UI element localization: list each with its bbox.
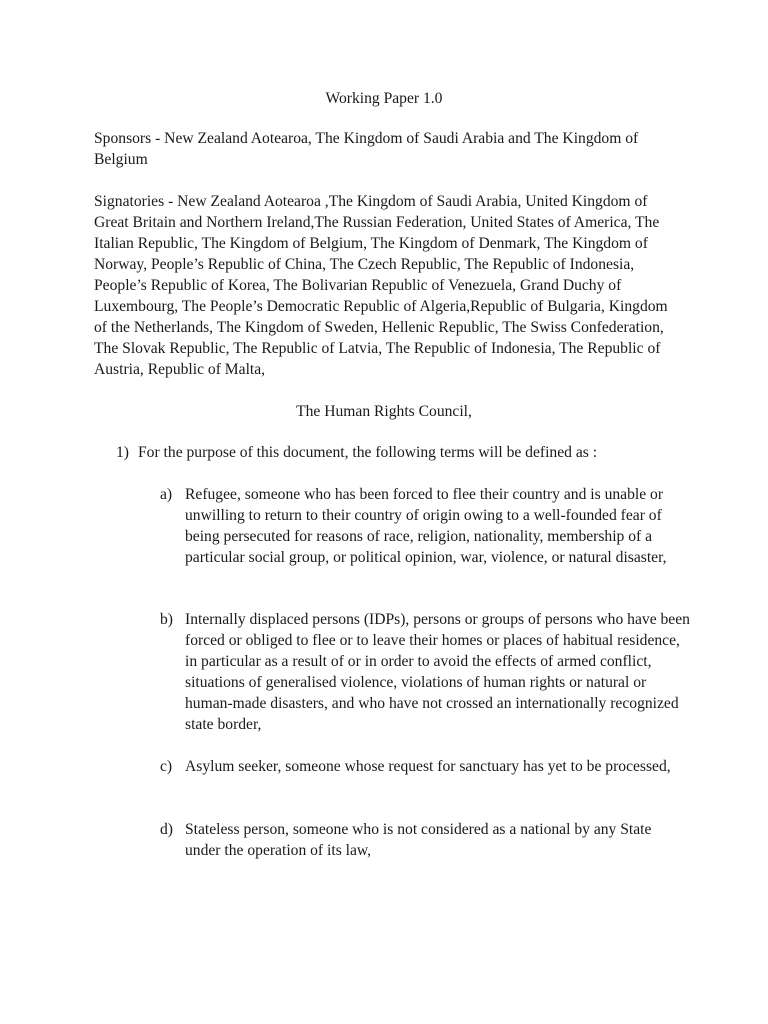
signatories-paragraph: Signatories - New Zealand Aotearoa ,The Kingdom of Saudi Arabia, United Kingdom of Great Britain and Northern Ireland,The Russian Federation, United States of America, The Italian Republic, The Kingdom of Belgium, The Kingdom of Denmark, The Kingdom of Norway, People’s Republic of China, The Czech Republic, The Republic of Indonesia, People’s Republic of Korea, The Bolivarian Republic of Venezuela, Grand Duchy of Luxembourg, The People’s Democratic Republic of Algeria,Republic of Bulgaria, Kingdom of the Netherlands, The Kingdom of Sweden, Hellenic Republic, The Swiss Confederation, The Slovak Republic, The Republic of Latvia, The Republic of Indonesia, The Republic of Austria, Republic of Malta, — [94, 193, 668, 378]
council-heading: The Human Rights Council, — [296, 403, 472, 420]
subclause-letter: d) — [160, 821, 173, 838]
clause-number: 1) — [116, 444, 129, 461]
clause-text: For the purpose of this document, the following terms will be defined as : — [138, 444, 598, 461]
subclause-text: Internally displaced persons (IDPs), persons or groups of persons who have been forced or obliged to flee or to leave their homes or places of habitual residence, in particular as a result of or in order to avoid the effects of armed conflict, situations of generalised violence, violations of human rights or natural or human-made disasters, and who have not crossed an internationally recognized state border, — [185, 611, 690, 733]
subclause-letter: c) — [160, 758, 173, 775]
subclause-text: Stateless person, someone who is not considered as a national by any State under the operation of its law, — [185, 821, 652, 859]
subclause-text: Asylum seeker, someone whose request for sanctuary has yet to be processed, — [185, 758, 671, 775]
subclause-text: Refugee, someone who has been forced to flee their country and is unable or unwilling to return to their country of origin owing to a well-founded fear of being persecuted for reasons of race, religion, nationality, membership of a particular social group, or political opinion, war, violence, or natural disaster, — [185, 486, 667, 566]
subclause-letter: a) — [160, 486, 173, 503]
subclause-letter: b) — [160, 611, 173, 628]
sponsors-paragraph: Sponsors - New Zealand Aotearoa, The Kingdom of Saudi Arabia and The Kingdom of Belgium — [94, 130, 639, 168]
document-title: Working Paper 1.0 — [325, 90, 443, 107]
